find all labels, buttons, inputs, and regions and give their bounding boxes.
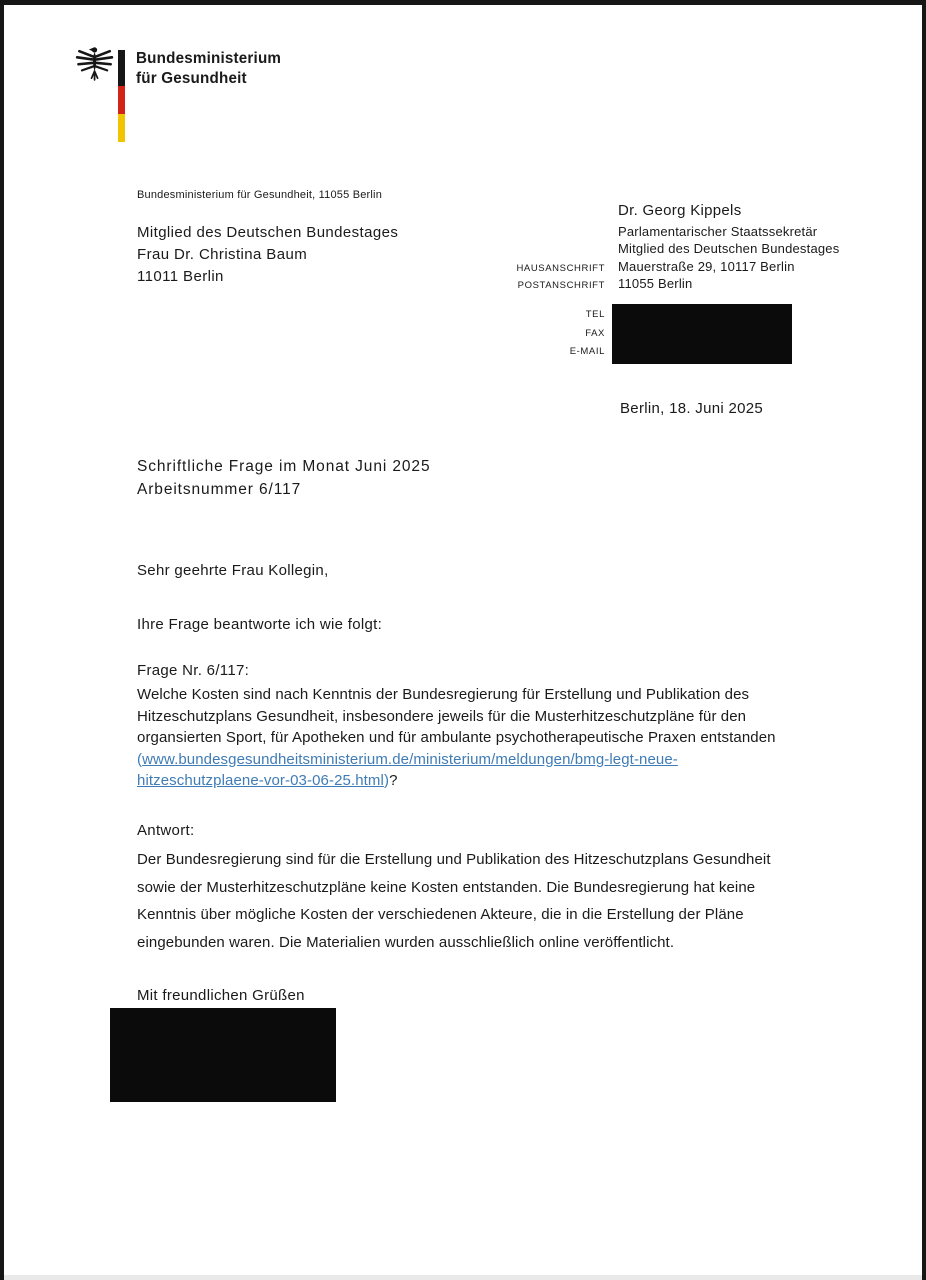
ministry-name-line2: für Gesundheit	[136, 70, 247, 87]
hausanschrift-label: HAUSANSCHRIFT	[516, 263, 605, 274]
recipient-address	[137, 222, 398, 288]
question-line-1: Welche Kosten sind nach Kenntnis der Bundesregierung für Erstellung und Publikation des	[137, 686, 750, 703]
flag-black	[118, 50, 125, 86]
ministry-name	[136, 49, 281, 89]
sender-return-address: Bundesministerium für Gesundheit, 11055 Berlin	[137, 189, 383, 201]
federal-eagle-icon	[73, 46, 117, 86]
contact-redacted-labels	[455, 306, 605, 362]
dateline: Berlin, 18. Juni 2025	[620, 400, 764, 417]
subject-block	[137, 455, 430, 501]
contact-redacted-label: FAX	[585, 327, 605, 339]
flag-gold	[118, 114, 125, 142]
answer-label: Antwort:	[137, 822, 195, 839]
frame-left	[0, 0, 4, 1280]
salutation: Sehr geehrte Frau Kollegin,	[137, 562, 329, 579]
question-paragraph	[137, 684, 877, 792]
postanschrift-label: POSTANSCHRIFT	[517, 280, 605, 291]
answer-line: Der Bundesregierung sind für die Erstellung und Publikation des Hitzeschutzplans Gesundheit	[137, 851, 771, 868]
question-line-3: organsierten Sport, für Apotheken und für ambulante psychotherapeutische Praxen entstanden	[137, 729, 776, 746]
recipient-address-line: 11011 Berlin	[137, 268, 224, 285]
answer-line: eingebunden waren. Die Materialien wurden ausschließlich online veröffentlicht.	[137, 933, 675, 951]
ministry-name-line1: Bundesministerium	[136, 50, 282, 67]
contact-row-hausanschrift	[455, 259, 815, 274]
redaction-box-signature	[110, 1008, 336, 1102]
question-label: Frage Nr. 6/117:	[137, 662, 250, 679]
contact-name: Dr. Georg Kippels	[618, 202, 742, 219]
recipient-address-line: Frau Dr. Christina Baum	[137, 246, 308, 263]
question-link-line-2	[137, 770, 877, 792]
contact-role-1: Parlamentarischer Staatssekretär	[618, 224, 818, 239]
contact-role-2: Mitglied des Deutschen Bundestages	[618, 241, 840, 256]
question-mark: ?	[389, 772, 398, 789]
contact-redacted-label: E-MAIL	[569, 346, 605, 357]
redaction-box-contact-details	[612, 304, 792, 364]
intro-line: Ihre Frage beantworte ich wie folgt:	[137, 616, 383, 633]
contact-redacted-label: TEL	[585, 309, 605, 320]
link-close-paren: )	[383, 772, 390, 789]
subject-line1: Schriftliche Frage im Monat Juni 2025	[137, 458, 431, 475]
flag-stripe	[118, 50, 125, 142]
answer-paragraph	[137, 846, 877, 956]
contact-row-postanschrift	[455, 276, 815, 291]
frame-bottom	[4, 1275, 922, 1280]
hyperlink-line1[interactable]: www.bundesgesundheitsministerium.de/ministerium/meldungen/bmg-legt-neue-	[142, 750, 678, 768]
closing-salutation: Mit freundlichen Grüßen	[137, 987, 305, 1004]
subject-line2: Arbeitsnummer 6/117	[137, 481, 302, 498]
flag-red	[118, 86, 125, 114]
postanschrift-value: 11055 Berlin	[618, 276, 693, 291]
recipient-address-line: Mitglied des Deutschen Bundestages	[137, 224, 399, 241]
question-link-line-1	[137, 749, 877, 771]
frame-right	[922, 0, 926, 1280]
answer-line: Kenntnis über mögliche Kosten der verschiedenen Akteure, die in die Erstellung der Pläne	[137, 906, 744, 923]
answer-line: sowie der Musterhitzeschutzpläne keine Kosten entstanden. Die Bundesregierung hat keine	[137, 878, 756, 896]
frame-top	[0, 0, 926, 5]
question-line-2: Hitzeschutzplans Gesundheit, insbesondere jeweils für die Musterhitzeschutzpläne für den	[137, 707, 747, 725]
link-open-paren: (	[137, 750, 143, 768]
hyperlink-line2[interactable]: hitzeschutzplaene-vor-03-06-25.html	[137, 772, 384, 789]
hausanschrift-value: Mauerstraße 29, 10117 Berlin	[618, 259, 795, 274]
